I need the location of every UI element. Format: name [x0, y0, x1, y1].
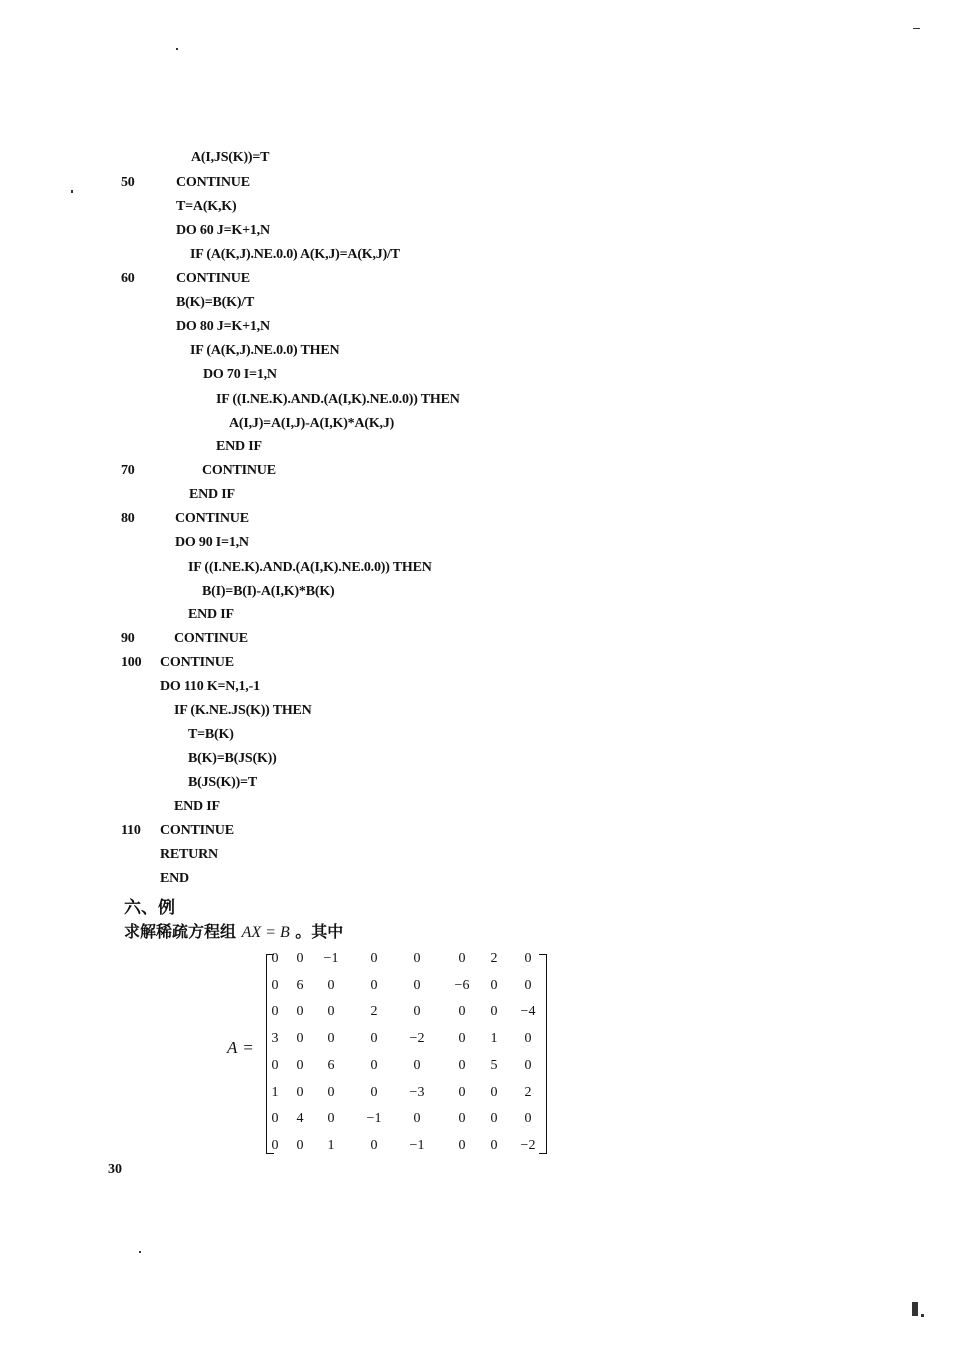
page-number: 30: [108, 1162, 122, 1177]
code-statement: DO 60 J=K+1,N: [176, 223, 270, 238]
matrix-cell: −1: [409, 1138, 425, 1153]
matrix-cell: 2: [370, 1004, 378, 1019]
matrix-cell: 0: [490, 978, 498, 993]
scan-speck: [176, 48, 178, 50]
code-statement: A(I,JS(K))=T: [191, 150, 270, 165]
code-statement: T=A(K,K): [176, 199, 237, 214]
code-line: [0, 771, 700, 795]
code-statement: CONTINUE: [202, 463, 276, 478]
matrix-cell: 1: [490, 1031, 498, 1046]
statement-label: 110: [121, 823, 141, 838]
section-heading: 六、例: [124, 898, 175, 918]
matrix-cell: 0: [327, 1031, 335, 1046]
matrix-cell: 0: [271, 978, 279, 993]
matrix-cell: 0: [490, 1111, 498, 1126]
matrix-cell: 0: [458, 1138, 466, 1153]
code-statement: IF ((I.NE.K).AND.(A(I,K).NE.0.0)) THEN: [216, 392, 460, 407]
matrix-cell: 0: [458, 951, 466, 966]
matrix-cell: 3: [271, 1031, 279, 1046]
matrix-cell: 0: [271, 1111, 279, 1126]
code-line: [0, 388, 700, 412]
matrix-cell: 0: [458, 1085, 466, 1100]
matrix-cell: 0: [327, 1111, 335, 1126]
code-statement: CONTINUE: [175, 511, 249, 526]
scan-speck: [139, 1251, 141, 1253]
code-line: [0, 267, 700, 291]
matrix-cell: −1: [366, 1111, 382, 1126]
code-statement: T=B(K): [188, 727, 234, 742]
problem-statement: [124, 919, 343, 942]
matrix-cell: 1: [271, 1085, 279, 1100]
matrix-cell: −1: [323, 951, 339, 966]
code-line: [0, 315, 700, 339]
code-line: [0, 603, 700, 627]
code-line: [0, 867, 700, 891]
matrix-cell: 0: [490, 1085, 498, 1100]
matrix-cell: 0: [524, 1058, 532, 1073]
matrix-cell: 0: [458, 1031, 466, 1046]
statement-label: 60: [121, 271, 135, 286]
code-statement: END: [160, 871, 189, 886]
code-statement: B(I)=B(I)-A(I,K)*B(K): [202, 584, 335, 599]
scan-speck: [912, 1302, 918, 1316]
statement-label: 90: [121, 631, 135, 646]
code-line: [0, 795, 700, 819]
matrix-cell: 0: [370, 1138, 378, 1153]
code-line: [0, 219, 700, 243]
code-line: [0, 412, 700, 436]
matrix-cell: −3: [409, 1085, 425, 1100]
code-statement: END IF: [216, 439, 262, 454]
matrix-cell: −6: [454, 978, 470, 993]
matrix-cell: 5: [490, 1058, 498, 1073]
code-statement: B(K)=B(JS(K)): [188, 751, 277, 766]
matrix-cell: 2: [490, 951, 498, 966]
matrix-cell: 0: [458, 1004, 466, 1019]
code-statement: DO 70 I=1,N: [203, 367, 277, 382]
code-line: [0, 723, 700, 747]
code-statement: IF (A(K,J).NE.0.0) A(K,J)=A(K,J)/T: [190, 247, 400, 262]
code-line: [0, 146, 700, 170]
code-statement: RETURN: [160, 847, 218, 862]
statement-label: 50: [121, 175, 135, 190]
matrix-cell: 6: [327, 1058, 335, 1073]
matrix-cell: 0: [413, 951, 421, 966]
code-statement: END IF: [189, 487, 235, 502]
matrix-cell: 0: [296, 1058, 304, 1073]
code-line: [0, 507, 700, 531]
code-line: [0, 483, 700, 507]
matrix-cell: 0: [413, 1058, 421, 1073]
matrix-equals-sign: =: [243, 1038, 253, 1057]
matrix-cell: 0: [490, 1004, 498, 1019]
problem-equation: AX = B: [241, 924, 290, 941]
code-line: [0, 339, 700, 363]
matrix-cell: 0: [296, 1138, 304, 1153]
matrix-cell: 0: [370, 951, 378, 966]
matrix-cell: 0: [370, 1085, 378, 1100]
code-statement: DO 80 J=K+1,N: [176, 319, 270, 334]
code-statement: DO 90 I=1,N: [175, 535, 249, 550]
code-statement: CONTINUE: [176, 271, 250, 286]
code-line: [0, 747, 700, 771]
matrix-label: [227, 1038, 253, 1058]
matrix-cell: 0: [370, 1031, 378, 1046]
matrix-cell: 0: [370, 1058, 378, 1073]
code-line: [0, 556, 700, 580]
matrix-cell: 0: [327, 1004, 335, 1019]
code-statement: CONTINUE: [160, 823, 234, 838]
code-line: [0, 291, 700, 315]
code-statement: B(JS(K))=T: [188, 775, 257, 790]
matrix-cell: 0: [327, 978, 335, 993]
matrix-cell: 6: [296, 978, 304, 993]
matrix-cell: 0: [296, 1085, 304, 1100]
statement-label: 80: [121, 511, 135, 526]
matrix-cell: 0: [370, 978, 378, 993]
code-line: [0, 580, 700, 604]
code-statement: IF ((I.NE.K).AND.(A(I,K).NE.0.0)) THEN: [188, 560, 432, 575]
code-line: [0, 651, 700, 675]
code-statement: A(I,J)=A(I,J)-A(I,K)*A(K,J): [229, 416, 395, 431]
matrix-cell: 0: [490, 1138, 498, 1153]
code-line: [0, 699, 700, 723]
matrix-cell: 0: [271, 1138, 279, 1153]
matrix-cell: −4: [520, 1004, 536, 1019]
matrix-cell: 0: [296, 951, 304, 966]
matrix-cell: 0: [524, 1031, 532, 1046]
matrix-cell: 4: [296, 1111, 304, 1126]
matrix-cell: 0: [413, 978, 421, 993]
matrix-cell: −2: [409, 1031, 425, 1046]
code-statement: CONTINUE: [160, 655, 234, 670]
code-line: [0, 171, 700, 195]
matrix-cell: 2: [524, 1085, 532, 1100]
code-statement: END IF: [188, 607, 234, 622]
problem-suffix: 。其中: [295, 922, 344, 941]
matrix-cell: 0: [524, 951, 532, 966]
code-statement: DO 110 K=N,1,-1: [160, 679, 260, 694]
code-line: [0, 363, 700, 387]
code-line: [0, 243, 700, 267]
code-statement: IF (A(K,J).NE.0.0) THEN: [190, 343, 340, 358]
matrix-cell: 0: [271, 951, 279, 966]
matrix-cell: −2: [520, 1138, 536, 1153]
matrix-cell: 0: [271, 1058, 279, 1073]
matrix-name: A: [227, 1038, 238, 1057]
code-statement: CONTINUE: [174, 631, 248, 646]
scan-speck: [913, 28, 920, 29]
code-line: [0, 627, 700, 651]
matrix-cell: 0: [458, 1111, 466, 1126]
code-statement: CONTINUE: [176, 175, 250, 190]
code-line: [0, 531, 700, 555]
code-statement: END IF: [174, 799, 220, 814]
matrix-cell: 0: [524, 978, 532, 993]
matrix-cell: 0: [327, 1085, 335, 1100]
code-line: [0, 459, 700, 483]
statement-label: 70: [121, 463, 135, 478]
matrix-cell: 0: [296, 1031, 304, 1046]
matrix-cell: 0: [458, 1058, 466, 1073]
problem-prefix: 求解稀疏方程组: [124, 922, 237, 941]
matrix-cell: 0: [413, 1111, 421, 1126]
statement-label: 100: [121, 655, 142, 670]
code-statement: B(K)=B(K)/T: [176, 295, 255, 310]
code-line: [0, 843, 700, 867]
matrix-cell: 0: [296, 1004, 304, 1019]
code-line: [0, 675, 700, 699]
code-line: [0, 819, 700, 843]
scan-speck: [71, 190, 73, 193]
code-statement: IF (K.NE.JS(K)) THEN: [174, 703, 312, 718]
matrix-cell: 0: [271, 1004, 279, 1019]
matrix-cell: 0: [413, 1004, 421, 1019]
matrix-cell: 1: [327, 1138, 335, 1153]
code-line: [0, 435, 700, 459]
matrix-cell: 0: [524, 1111, 532, 1126]
code-line: [0, 195, 700, 219]
scan-speck: [921, 1314, 924, 1317]
